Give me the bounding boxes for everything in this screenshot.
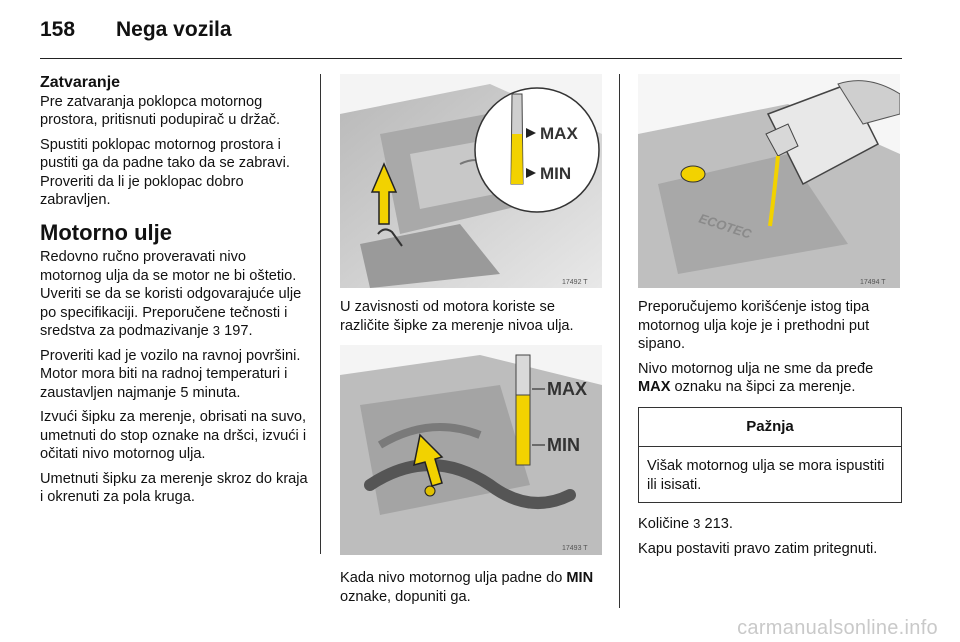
paragraph — [638, 515, 906, 534]
figure-code: 17493 T — [562, 545, 588, 552]
caution-body: Višak motornog ulja se mora ispustiti ili isisati. — [647, 458, 885, 493]
page-header — [40, 18, 232, 42]
figure-dipstick-engine-2 — [340, 345, 608, 555]
paragraph-text: Količine — [638, 516, 690, 532]
figure-dipstick-engine-1 — [340, 74, 608, 288]
figure-code: 17494 T — [860, 279, 886, 286]
paragraph: Proveriti kad je vozilo na ravnoj površini. Motor mora biti na radnoj temperaturi i zaustavljen najmanje 5 minuta. — [40, 347, 301, 401]
header-rule — [40, 58, 902, 59]
max-label: MAX — [540, 124, 578, 143]
page-title: Nega vozila — [116, 18, 232, 41]
caution-box — [638, 407, 902, 504]
paragraph: Umetnuti šipku za merenje skroz do kraja i okrenuti za pola kruga. — [40, 470, 308, 505]
paragraph: Preporučujemo korišćenje istog tipa motornog ulja koje je i prethodni put sipano. — [638, 299, 870, 352]
page-reference-icon: 3 — [693, 516, 701, 531]
column-2 — [340, 74, 608, 612]
paragraph: Kapu postaviti pravo zatim pritegnuti. — [638, 540, 878, 557]
column-1 — [40, 74, 308, 513]
watermark: carmanualsonline.info — [737, 617, 938, 639]
min-label: MIN — [540, 164, 572, 183]
paragraph — [638, 360, 906, 397]
paragraph: Pre zatvaranja poklopca motornog prostora, pritisnuti podupirač u držač. — [40, 93, 281, 128]
paragraph-text: Redovno ručno proveravati nivo motornog ulja da se motor ne bi oštetio. Uveriti se da se koristi odgovarajuće ulje po specifikaciji. Preporučene tečnosti i sredstva za podmazivanje — [40, 249, 302, 339]
paragraph — [40, 248, 308, 341]
paragraph: Spustiti poklopac motornog prostora i pustiti ga da padne tako da se zabravi. Proveriti da li je poklopac dobro zabravljen. — [40, 136, 290, 208]
engine-label: ECOTEC — [697, 210, 754, 242]
caption-text: oznake, dopuniti ga. — [340, 588, 471, 605]
page-reference[interactable]: 197. — [224, 323, 253, 339]
column-divider-2 — [619, 74, 620, 608]
page-number: 158 — [40, 18, 76, 41]
column-divider-1 — [320, 74, 321, 554]
caption-text: Kada nivo motornog ulja padne do — [340, 570, 563, 586]
figure-caption: U zavisnosti od motora koriste se različite šipke za merenje nivoa ulja. — [340, 299, 574, 334]
subheading-closing: Zatvaranje — [40, 74, 121, 91]
figure-code: 17492 T — [562, 279, 588, 286]
max-label: MAX — [547, 379, 587, 399]
min-emphasis: MIN — [566, 570, 594, 586]
paragraph: Izvući šipku za merenje, obrisati na suvo, umetnuti do stop oznake na dršci, izvući i očitati nivo motornog ulja. — [40, 409, 307, 462]
figure-caption — [340, 569, 608, 606]
figure-oil-filling — [638, 74, 906, 288]
paragraph-text: oznaku na šipci za merenje. — [674, 379, 856, 395]
min-label: MIN — [547, 435, 580, 455]
section-title: Motorno ulje — [40, 219, 172, 245]
page-reference[interactable]: 213. — [704, 516, 733, 532]
column-3 — [638, 74, 906, 564]
max-emphasis: MAX — [638, 379, 671, 395]
caution-title: Pažnja — [639, 408, 901, 448]
paragraph-text: Nivo motornog ulja ne sme da pređe — [638, 360, 874, 377]
page-reference-icon: 3 — [212, 323, 221, 338]
